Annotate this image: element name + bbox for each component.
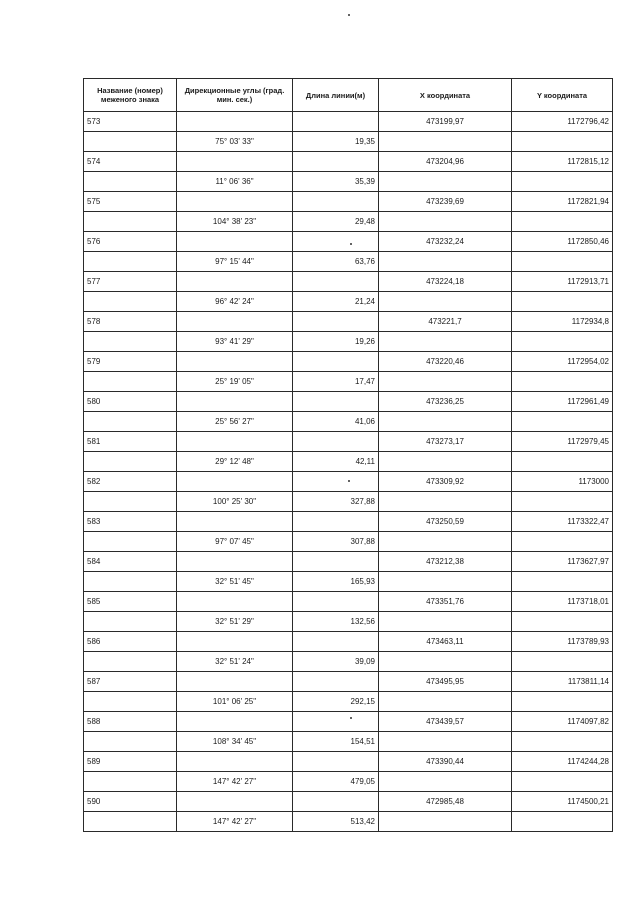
y-coordinate-cell: 1174097,82: [512, 712, 613, 732]
direction-angle-cell: [177, 392, 293, 412]
table-row: [84, 352, 613, 372]
direction-angle-cell: [177, 352, 293, 372]
table-row: [84, 492, 613, 512]
marker-name-cell: [84, 132, 177, 152]
line-length-cell: 21,24: [293, 292, 379, 312]
table-row: [84, 312, 613, 332]
table-row: [84, 452, 613, 472]
y-coordinate-cell: 1174244,28: [512, 752, 613, 772]
y-coordinate-cell: [512, 372, 613, 392]
x-coordinate-cell: 473351,76: [379, 592, 512, 612]
y-coordinate-cell: [512, 452, 613, 472]
y-coordinate-cell: [512, 772, 613, 792]
x-coordinate-cell: [379, 492, 512, 512]
line-length-cell: [293, 472, 379, 492]
line-length-cell: 307,88: [293, 532, 379, 552]
marker-name-cell: 579: [84, 352, 177, 372]
table-row: [84, 532, 613, 552]
direction-angle-cell: 75° 03' 33": [177, 132, 293, 152]
line-length-cell: 41,06: [293, 412, 379, 432]
line-length-cell: [293, 152, 379, 172]
direction-angle-cell: 93° 41' 29": [177, 332, 293, 352]
line-length-cell: [293, 592, 379, 612]
direction-angle-cell: [177, 192, 293, 212]
x-coordinate-cell: 473212,38: [379, 552, 512, 572]
direction-angle-cell: [177, 272, 293, 292]
x-coordinate-cell: [379, 172, 512, 192]
x-coordinate-cell: 473239,69: [379, 192, 512, 212]
marker-name-cell: 588: [84, 712, 177, 732]
direction-angle-cell: [177, 312, 293, 332]
y-coordinate-cell: [512, 132, 613, 152]
line-length-cell: [293, 512, 379, 532]
table-row: [84, 292, 613, 312]
marker-name-cell: [84, 812, 177, 832]
y-coordinate-cell: 1173789,93: [512, 632, 613, 652]
line-length-cell: 35,39: [293, 172, 379, 192]
marker-name-cell: [84, 452, 177, 472]
line-length-cell: [293, 752, 379, 772]
direction-angle-cell: [177, 712, 293, 732]
scan-speck: [348, 14, 350, 16]
y-coordinate-cell: 1172934,8: [512, 312, 613, 332]
table-row: [84, 792, 613, 812]
direction-angle-cell: 32° 51' 45": [177, 572, 293, 592]
x-coordinate-cell: [379, 612, 512, 632]
x-coordinate-cell: 473199,97: [379, 112, 512, 132]
x-coordinate-cell: 473220,46: [379, 352, 512, 372]
table-row: [84, 612, 613, 632]
x-coordinate-cell: [379, 572, 512, 592]
y-coordinate-cell: 1172821,94: [512, 192, 613, 212]
direction-angle-cell: 108° 34' 45": [177, 732, 293, 752]
marker-name-cell: 590: [84, 792, 177, 812]
marker-name-cell: [84, 532, 177, 552]
x-coordinate-cell: [379, 332, 512, 352]
y-coordinate-cell: [512, 812, 613, 832]
line-length-cell: 154,51: [293, 732, 379, 752]
header-line-length: Длина линии(м): [293, 79, 379, 112]
y-coordinate-cell: 1172954,02: [512, 352, 613, 372]
table-row: [84, 472, 613, 492]
x-coordinate-cell: 473390,44: [379, 752, 512, 772]
line-length-cell: [293, 272, 379, 292]
marker-name-cell: [84, 492, 177, 512]
x-coordinate-cell: 473309,92: [379, 472, 512, 492]
marker-name-cell: [84, 732, 177, 752]
y-coordinate-cell: 1173322,47: [512, 512, 613, 532]
y-coordinate-cell: [512, 732, 613, 752]
x-coordinate-cell: [379, 212, 512, 232]
marker-name-cell: [84, 652, 177, 672]
y-coordinate-cell: [512, 212, 613, 232]
table-row: [84, 232, 613, 252]
marker-name-cell: 584: [84, 552, 177, 572]
direction-angle-cell: [177, 552, 293, 572]
table-row: [84, 592, 613, 612]
line-length-cell: 19,35: [293, 132, 379, 152]
marker-name-cell: [84, 412, 177, 432]
line-length-cell: 29,48: [293, 212, 379, 232]
y-coordinate-cell: 1172796,42: [512, 112, 613, 132]
marker-name-cell: 574: [84, 152, 177, 172]
marker-name-cell: 576: [84, 232, 177, 252]
y-coordinate-cell: 1173811,14: [512, 672, 613, 692]
x-coordinate-cell: 473221,7: [379, 312, 512, 332]
marker-name-cell: 583: [84, 512, 177, 532]
marker-name-cell: [84, 252, 177, 272]
y-coordinate-cell: 1172850,46: [512, 232, 613, 252]
table-row: [84, 372, 613, 392]
table-row: [84, 732, 613, 752]
y-coordinate-cell: 1174500,21: [512, 792, 613, 812]
direction-angle-cell: [177, 672, 293, 692]
table-row: [84, 252, 613, 272]
line-length-cell: [293, 672, 379, 692]
y-coordinate-cell: [512, 292, 613, 312]
x-coordinate-cell: [379, 132, 512, 152]
table-row: [84, 272, 613, 292]
y-coordinate-cell: 1172979,45: [512, 432, 613, 452]
direction-angle-cell: 29° 12' 48": [177, 452, 293, 472]
marker-name-cell: [84, 772, 177, 792]
x-coordinate-cell: 473236,25: [379, 392, 512, 412]
x-coordinate-cell: [379, 812, 512, 832]
direction-angle-cell: [177, 472, 293, 492]
direction-angle-cell: 11° 06' 36": [177, 172, 293, 192]
direction-angle-cell: 147° 42' 27": [177, 772, 293, 792]
x-coordinate-cell: [379, 692, 512, 712]
x-coordinate-cell: [379, 732, 512, 752]
y-coordinate-cell: [512, 652, 613, 672]
table-row: [84, 132, 613, 152]
direction-angle-cell: 104° 38' 23": [177, 212, 293, 232]
marker-name-cell: 577: [84, 272, 177, 292]
table-row: [84, 552, 613, 572]
x-coordinate-cell: [379, 772, 512, 792]
marker-name-cell: [84, 292, 177, 312]
table-row: [84, 772, 613, 792]
y-coordinate-cell: 1172815,12: [512, 152, 613, 172]
y-coordinate-cell: [512, 692, 613, 712]
table-row: [84, 692, 613, 712]
direction-angle-cell: 101° 06' 25": [177, 692, 293, 712]
y-coordinate-cell: [512, 612, 613, 632]
table-row: [84, 192, 613, 212]
direction-angle-cell: [177, 632, 293, 652]
line-length-cell: [293, 432, 379, 452]
table-row: [84, 672, 613, 692]
header-x-coordinate: X координата: [379, 79, 512, 112]
line-length-cell: 479,05: [293, 772, 379, 792]
y-coordinate-cell: [512, 532, 613, 552]
direction-angle-cell: 25° 56' 27": [177, 412, 293, 432]
line-length-cell: [293, 392, 379, 412]
direction-angle-cell: [177, 432, 293, 452]
table-row: [84, 632, 613, 652]
x-coordinate-cell: 473439,57: [379, 712, 512, 732]
x-coordinate-cell: 473463,11: [379, 632, 512, 652]
table-row: [84, 432, 613, 452]
marker-name-cell: 578: [84, 312, 177, 332]
marker-name-cell: 575: [84, 192, 177, 212]
direction-angle-cell: 25° 19' 05": [177, 372, 293, 392]
y-coordinate-cell: 1172961,49: [512, 392, 613, 412]
direction-angle-cell: 100° 25' 30": [177, 492, 293, 512]
table-row: [84, 332, 613, 352]
header-direction-angle: Дирекционные углы (град. мин. сек.): [177, 79, 293, 112]
direction-angle-cell: 147° 42' 27": [177, 812, 293, 832]
line-length-cell: 292,15: [293, 692, 379, 712]
direction-angle-cell: [177, 232, 293, 252]
line-length-cell: [293, 632, 379, 652]
table-row: [84, 152, 613, 172]
x-coordinate-cell: [379, 252, 512, 272]
marker-name-cell: 587: [84, 672, 177, 692]
line-length-cell: [293, 112, 379, 132]
table-body: [84, 112, 613, 832]
y-coordinate-cell: 1172913,71: [512, 272, 613, 292]
y-coordinate-cell: [512, 252, 613, 272]
marker-name-cell: [84, 612, 177, 632]
table-row: [84, 572, 613, 592]
line-length-cell: 63,76: [293, 252, 379, 272]
y-coordinate-cell: 1173000: [512, 472, 613, 492]
header-y-coordinate: Y координата: [512, 79, 613, 112]
line-length-cell: 132,56: [293, 612, 379, 632]
line-length-cell: 165,93: [293, 572, 379, 592]
marker-name-cell: 589: [84, 752, 177, 772]
table-row: [84, 412, 613, 432]
x-coordinate-cell: 472985,48: [379, 792, 512, 812]
table-row: [84, 812, 613, 832]
header-marker-name: Название (номер) меженого знака: [84, 79, 177, 112]
boundary-coordinates-table: [83, 78, 613, 832]
x-coordinate-cell: 473224,18: [379, 272, 512, 292]
marker-name-cell: [84, 572, 177, 592]
x-coordinate-cell: [379, 532, 512, 552]
line-length-cell: 42,11: [293, 452, 379, 472]
line-length-cell: 17,47: [293, 372, 379, 392]
line-length-cell: 39,09: [293, 652, 379, 672]
line-length-cell: [293, 712, 379, 732]
table-row: [84, 392, 613, 412]
x-coordinate-cell: [379, 412, 512, 432]
line-length-cell: 19,26: [293, 332, 379, 352]
table-row: [84, 712, 613, 732]
direction-angle-cell: [177, 592, 293, 612]
line-length-cell: [293, 552, 379, 572]
y-coordinate-cell: [512, 412, 613, 432]
x-coordinate-cell: [379, 372, 512, 392]
y-coordinate-cell: [512, 492, 613, 512]
table-row: [84, 212, 613, 232]
marker-name-cell: [84, 332, 177, 352]
x-coordinate-cell: 473273,17: [379, 432, 512, 452]
direction-angle-cell: 97° 15' 44": [177, 252, 293, 272]
line-length-cell: 327,88: [293, 492, 379, 512]
line-length-cell: [293, 232, 379, 252]
table-row: [84, 512, 613, 532]
x-coordinate-cell: [379, 652, 512, 672]
table-header-row: [84, 79, 613, 112]
marker-name-cell: [84, 372, 177, 392]
marker-name-cell: [84, 172, 177, 192]
marker-name-cell: 586: [84, 632, 177, 652]
y-coordinate-cell: 1173627,97: [512, 552, 613, 572]
direction-angle-cell: [177, 112, 293, 132]
line-length-cell: 513,42: [293, 812, 379, 832]
marker-name-cell: 580: [84, 392, 177, 412]
table-row: [84, 172, 613, 192]
y-coordinate-cell: [512, 332, 613, 352]
table-row: [84, 752, 613, 772]
marker-name-cell: 582: [84, 472, 177, 492]
direction-angle-cell: [177, 792, 293, 812]
x-coordinate-cell: 473495,95: [379, 672, 512, 692]
direction-angle-cell: 97° 07' 45": [177, 532, 293, 552]
table-row: [84, 652, 613, 672]
y-coordinate-cell: 1173718,01: [512, 592, 613, 612]
marker-name-cell: 573: [84, 112, 177, 132]
line-length-cell: [293, 312, 379, 332]
table-row: [84, 112, 613, 132]
direction-angle-cell: [177, 152, 293, 172]
direction-angle-cell: 96° 42' 24": [177, 292, 293, 312]
line-length-cell: [293, 352, 379, 372]
marker-name-cell: [84, 212, 177, 232]
direction-angle-cell: 32° 51' 24": [177, 652, 293, 672]
x-coordinate-cell: [379, 292, 512, 312]
direction-angle-cell: 32° 51' 29": [177, 612, 293, 632]
y-coordinate-cell: [512, 172, 613, 192]
marker-name-cell: 581: [84, 432, 177, 452]
line-length-cell: [293, 792, 379, 812]
line-length-cell: [293, 192, 379, 212]
x-coordinate-cell: 473250,59: [379, 512, 512, 532]
x-coordinate-cell: 473232,24: [379, 232, 512, 252]
marker-name-cell: [84, 692, 177, 712]
direction-angle-cell: [177, 512, 293, 532]
marker-name-cell: 585: [84, 592, 177, 612]
x-coordinate-cell: 473204,96: [379, 152, 512, 172]
y-coordinate-cell: [512, 572, 613, 592]
direction-angle-cell: [177, 752, 293, 772]
x-coordinate-cell: [379, 452, 512, 472]
